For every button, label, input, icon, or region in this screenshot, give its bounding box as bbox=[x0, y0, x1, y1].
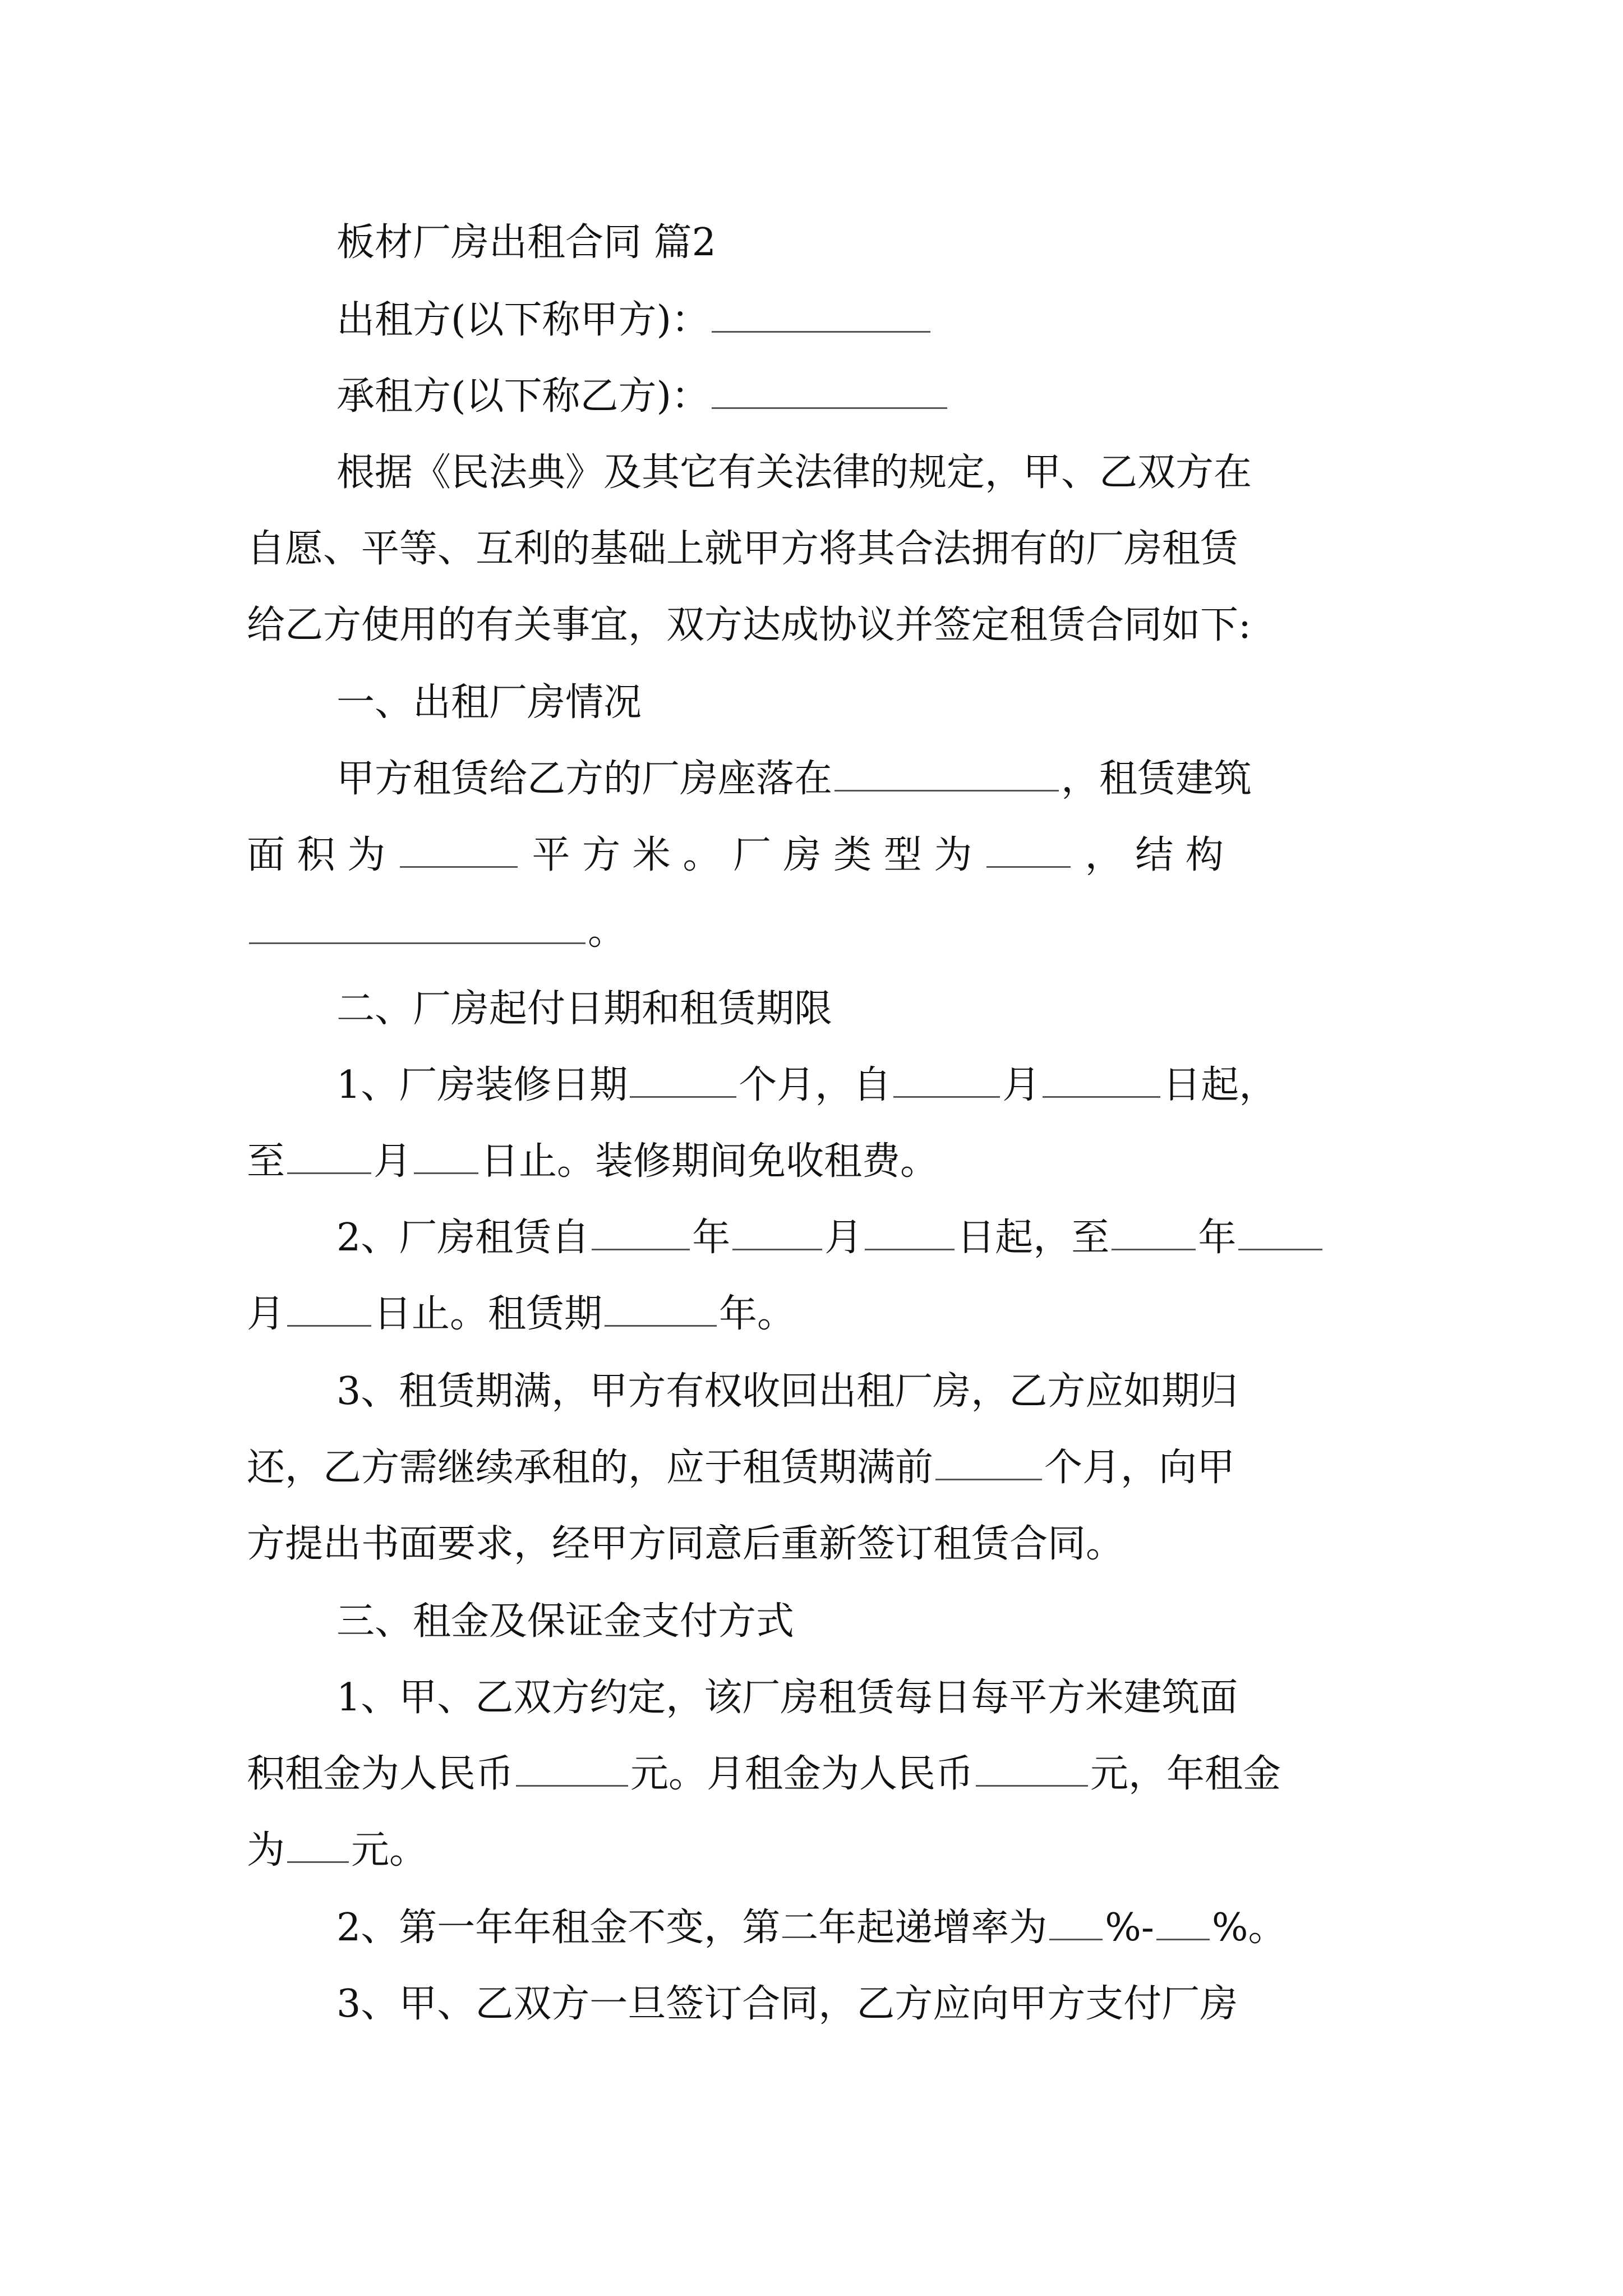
lessor-blank bbox=[712, 295, 930, 333]
section-2-item-2-line-2 bbox=[247, 1289, 795, 1340]
annual-rent-unit: 元。 bbox=[351, 1828, 428, 1872]
lease-to-month-label: 月 bbox=[247, 1292, 285, 1336]
renewal-text-3: 方提出书面要求，经甲方同意后重新签订租赁合同。 bbox=[247, 1522, 1124, 1566]
fitout-from-label: 个月，自 bbox=[739, 1063, 892, 1107]
renewal-months-blank bbox=[935, 1443, 1042, 1480]
lease-to-year-blank bbox=[1112, 1213, 1196, 1250]
fitout-end-label: 日止。装修期间免收租费。 bbox=[481, 1139, 939, 1184]
lease-from-month-label: 月 bbox=[824, 1216, 863, 1260]
fitout-to-month-blank bbox=[287, 1137, 371, 1174]
lease-term-blank bbox=[605, 1289, 717, 1327]
section-2-item-3-line-2 bbox=[247, 1443, 1235, 1493]
section-2-item-3-line-1 bbox=[336, 1366, 1238, 1417]
fitout-month-label: 月 bbox=[1002, 1063, 1041, 1107]
section-3-item-1-line-2 bbox=[247, 1749, 1281, 1800]
renewal-text-2b: 个月，向甲 bbox=[1044, 1446, 1235, 1490]
section-1-line-3 bbox=[247, 907, 626, 957]
lessor-line bbox=[336, 295, 933, 346]
intro-text-1: 根据《民法典》及其它有关法律的规定，甲、乙双方在 bbox=[336, 450, 1252, 495]
increase-min-blank bbox=[1049, 1903, 1103, 1940]
annual-rent-prefix: 为 bbox=[247, 1828, 285, 1872]
section-1-heading-text: 一、出租厂房情况 bbox=[336, 680, 642, 725]
fitout-months-blank bbox=[630, 1060, 736, 1098]
title-text: 板材厂房出租合同 篇2 bbox=[336, 220, 716, 265]
lease-term-unit: 年。 bbox=[719, 1292, 796, 1336]
increase-max-blank bbox=[1156, 1903, 1210, 1940]
lessor-label: 出租方(以下称甲方)： bbox=[336, 298, 710, 342]
lease-to-year-label: 年 bbox=[1198, 1216, 1237, 1260]
increase-separator: %- bbox=[1105, 1906, 1154, 1950]
lease-from-year-blank bbox=[592, 1213, 690, 1250]
lessee-blank bbox=[712, 371, 947, 409]
section-1-text-b: ，租赁建筑 bbox=[1061, 757, 1252, 801]
increase-end: %。 bbox=[1211, 1906, 1287, 1950]
lessee-line bbox=[336, 371, 949, 422]
annual-rent-label: 元，年租金 bbox=[1090, 1752, 1281, 1796]
fitout-start-label: 日起， bbox=[1163, 1063, 1278, 1107]
document-title bbox=[336, 218, 716, 268]
section-2-item-1-line-2 bbox=[247, 1137, 938, 1187]
area-label: 面 积 为 bbox=[247, 833, 386, 877]
renewal-text-2a: 还，乙方需继续承租的，应于租赁期满前 bbox=[247, 1446, 934, 1490]
rent-text-1: 1、甲、乙双方约定，该厂房租赁每日每平方米建筑面 bbox=[336, 1676, 1238, 1720]
fitout-to-label: 至 bbox=[247, 1139, 285, 1184]
intro-line-2 bbox=[247, 524, 1238, 574]
lease-to-day-blank bbox=[287, 1289, 371, 1327]
daily-rent-blank bbox=[516, 1749, 628, 1787]
section-3-heading-text: 三、租金及保证金支付方式 bbox=[336, 1599, 795, 1644]
section-3-item-3-line-1 bbox=[336, 1979, 1238, 2030]
lease-from-day-blank bbox=[865, 1213, 955, 1250]
section-3-heading bbox=[336, 1596, 794, 1647]
fitout-from-month-blank bbox=[893, 1060, 1000, 1098]
lease-to-label: 日起，至 bbox=[957, 1216, 1110, 1260]
section-1-line-1 bbox=[336, 754, 1252, 804]
section-1-heading bbox=[336, 678, 642, 728]
fitout-from-day-blank bbox=[1043, 1060, 1160, 1098]
structure-end: 。 bbox=[588, 909, 626, 954]
section-3-item-2 bbox=[336, 1903, 1286, 1953]
lease-to-month-blank bbox=[1238, 1213, 1322, 1250]
section-2-heading-text: 二、厂房起付日期和租赁期限 bbox=[336, 987, 833, 1031]
lease-from-month-blank bbox=[732, 1213, 822, 1250]
area-blank bbox=[400, 830, 518, 868]
daily-rent-label: 积租金为人民币 bbox=[247, 1752, 514, 1796]
intro-text-3: 给乙方使用的有关事宜，双方达成协议并签定租赁合同如下: bbox=[247, 603, 1251, 647]
intro-text-2: 自愿、平等、互利的基础上就甲方将其合法拥有的厂房租赁 bbox=[247, 527, 1239, 571]
deposit-text-1: 3、甲、乙双方一旦签订合同，乙方应向甲方支付厂房 bbox=[336, 1982, 1238, 2026]
type-label: 平 方 米 。 厂 房 类 型 为 bbox=[532, 833, 972, 877]
structure-label: ， 结 构 bbox=[1085, 833, 1224, 877]
lease-term-label: 日止。租赁期 bbox=[374, 1292, 603, 1336]
location-blank bbox=[834, 754, 1059, 792]
monthly-rent-blank bbox=[976, 1749, 1088, 1787]
structure-blank bbox=[249, 907, 585, 944]
section-3-item-1-line-1 bbox=[336, 1673, 1238, 1723]
section-2-item-1-line-1 bbox=[336, 1060, 1277, 1111]
increase-label: 2、第一年年租金不变，第二年起递增率为 bbox=[336, 1906, 1048, 1950]
section-3-item-1-line-3 bbox=[247, 1825, 427, 1876]
annual-rent-blank bbox=[287, 1825, 349, 1863]
section-2-item-3-line-3 bbox=[247, 1519, 1124, 1570]
intro-line-3 bbox=[247, 600, 1251, 651]
section-2-item-2-line-1 bbox=[336, 1213, 1325, 1263]
lease-from-label: 2、厂房租赁自 bbox=[336, 1216, 590, 1260]
fitout-label: 1、厂房装修日期 bbox=[336, 1063, 628, 1107]
lessee-label: 承租方(以下称乙方)： bbox=[336, 374, 710, 418]
fitout-to-month-label: 月 bbox=[374, 1139, 412, 1184]
fitout-to-day-blank bbox=[414, 1137, 478, 1174]
monthly-rent-label: 元。月租金为人民币 bbox=[630, 1752, 974, 1796]
section-2-heading bbox=[336, 984, 832, 1034]
type-blank bbox=[986, 830, 1071, 868]
renewal-text-1: 3、租赁期满，甲方有权收回出租厂房，乙方应如期归 bbox=[336, 1369, 1238, 1414]
section-1-text-a: 甲方租赁给乙方的厂房座落在 bbox=[336, 757, 833, 801]
lease-from-year-label: 年 bbox=[692, 1216, 731, 1260]
intro-line-1 bbox=[336, 448, 1252, 498]
section-1-line-2 bbox=[247, 830, 1224, 881]
